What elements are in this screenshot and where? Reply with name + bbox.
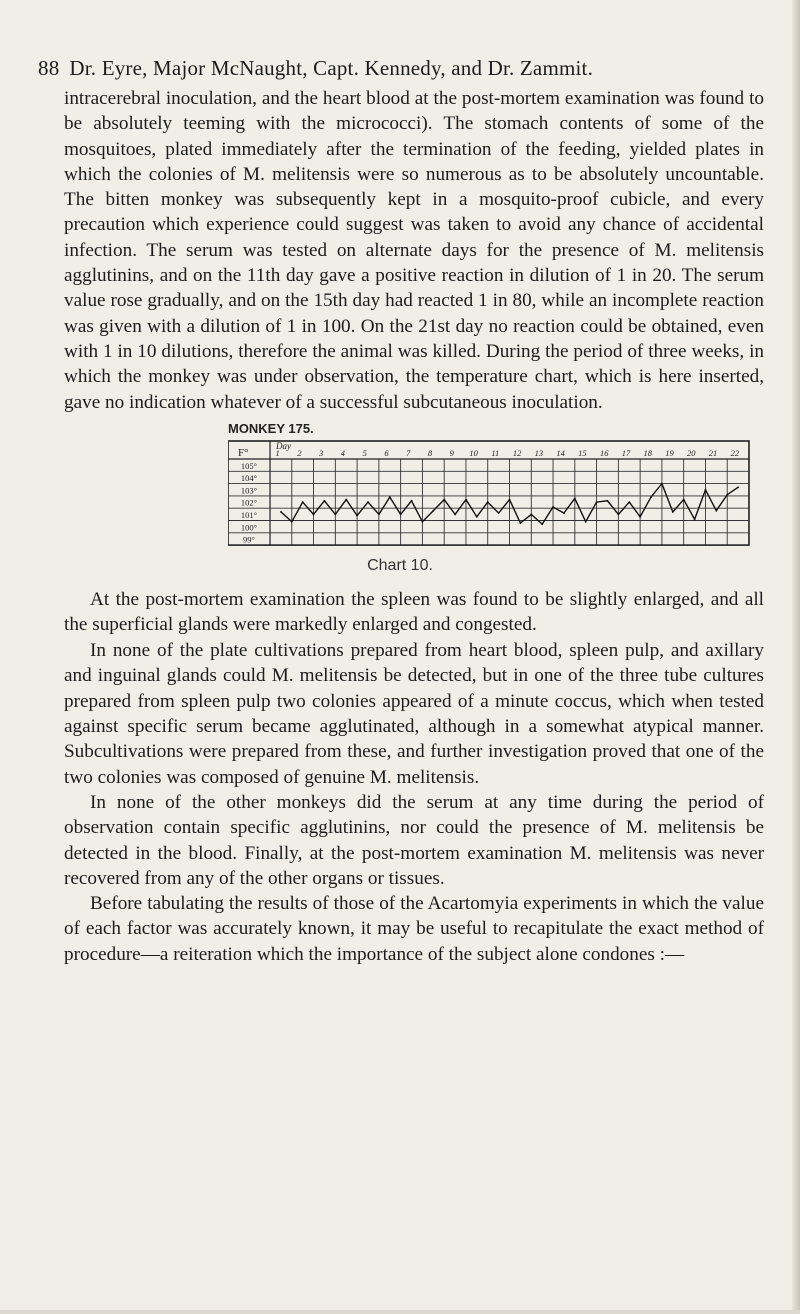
chart-x-tick-label: 21 xyxy=(708,447,718,458)
chart-temperature-point xyxy=(650,496,652,498)
chart-temperature-point xyxy=(519,522,521,524)
chart-temperature-point xyxy=(552,506,554,508)
chart-temperature-point xyxy=(509,499,511,501)
chart-temperature-point xyxy=(617,513,619,515)
paragraph-5-text: Before tabulating the results of those of the Acartomyia experiments in which the value of each factor was accurately known, it may be useful to recapitulate the exact method of procedure—a reiteration which the importance of the subject alone condones :— xyxy=(64,893,764,965)
chart-temperature-point xyxy=(291,521,293,523)
chart-temperature-point xyxy=(345,499,347,501)
chart-temperature-point xyxy=(726,494,728,496)
chart-x-tick-label: 12 xyxy=(512,447,522,458)
chart-temperature-point xyxy=(530,513,532,515)
chart-caption: Chart 10. xyxy=(367,557,433,575)
chart-xlabel: Day xyxy=(276,440,291,451)
chart-temperature-point xyxy=(585,521,587,523)
chart-y-tick-label: 100° xyxy=(240,522,258,533)
chart-temperature-point xyxy=(683,499,685,501)
chart-temperature-point xyxy=(411,500,413,502)
chart-temperature-point xyxy=(356,515,358,517)
chart-temperature-point xyxy=(541,523,543,525)
chart-x-tick-label: 3 xyxy=(319,447,324,458)
chart-x-tick-label: 9 xyxy=(449,447,454,458)
chart-x-tick-label: 10 xyxy=(469,447,478,458)
chart-temperature-point xyxy=(367,501,369,503)
chart-y-tick-label: 103° xyxy=(240,485,258,496)
chart-y-tick-label: 102° xyxy=(240,497,258,508)
chart-y-tick-label: 104° xyxy=(240,473,258,484)
chart-x-tick-label: 7 xyxy=(406,447,411,458)
chart-x-tick-label: 2 xyxy=(297,447,302,458)
paragraph-1: intracerebral inoculation, and the heart blood at the post-mortem examination was found to be absolutely teeming with the micrococci). The stomach contents of some of the mosquitoes, plated immediately after the termination of the feeding, yielded plates in which the colonies of M. melitensis were so numerous as to be absolutely uncountable. The bitten monkey was subsequently kept in a mosquito-proof cubicle, and every precaution which experience could suggest was taken to avoid any chance of accidental infection. The serum was tested on alternate days for the presence of M. melitensis agglutinins, and on the 11th day gave a positive reaction in dilution of 1 in 20. The serum value rose gradually, and on the 15th day had reacted 1 in 80, while an incomplete reaction was given with a dilution of 1 in 100. On the 21st day no reaction could be obtained, even with 1 in 10 dilutions, therefore the animal was killed. During the period of three weeks, in which the monkey was under observation, the temperature chart, which is here inserted, gave no indication whatever of a successful subcutaneous inoculation. xyxy=(64,88,764,413)
chart-temperature-point xyxy=(432,510,434,512)
paragraph-2 xyxy=(64,587,764,638)
page-edge-shadow xyxy=(792,0,800,1314)
chart-title: MONKEY 175. xyxy=(228,420,314,436)
chart-temperature-point xyxy=(476,516,478,518)
chart-y-tick-label: 101° xyxy=(240,509,258,520)
chart-temperature-point xyxy=(389,496,391,498)
chart-x-tick-label: 1 xyxy=(275,447,280,458)
paragraph-5 xyxy=(64,891,764,967)
chart-x-tick-label: 15 xyxy=(578,447,587,458)
chart-temperature-point xyxy=(596,501,598,503)
chart-x-tick-label: 8 xyxy=(427,447,433,458)
chart-y-tick-label: 105° xyxy=(240,460,258,471)
chart-temperature-point xyxy=(465,499,467,501)
chart-temperature-point xyxy=(487,501,489,503)
chart-x-tick-label: 22 xyxy=(730,447,740,458)
chart-temperature-point xyxy=(563,512,565,514)
chart-temperature-point xyxy=(280,511,282,513)
chart-x-tick-label: 5 xyxy=(362,447,367,458)
chart-ylabel: F° xyxy=(238,446,249,459)
chart-x-tick-label: 20 xyxy=(687,447,696,458)
chart-x-tick-label: 11 xyxy=(491,447,500,458)
chart-temperature-point xyxy=(443,499,445,501)
chart-temperature-point xyxy=(378,513,380,515)
chart-temperature-point xyxy=(694,518,696,520)
chart-x-tick-label: 4 xyxy=(340,447,346,458)
chart-temperature-point xyxy=(498,512,500,514)
page-bottom-edge xyxy=(0,1310,800,1314)
chart-temperature-point xyxy=(334,513,336,515)
chart-temperature-point xyxy=(313,513,315,515)
running-header xyxy=(38,56,768,81)
chart-y-tick-label: 99° xyxy=(243,534,255,545)
chart-temperature-point xyxy=(454,513,456,515)
chart-temperature-point xyxy=(639,516,641,518)
paragraph-3 xyxy=(64,638,764,790)
paragraph-3-text: In none of the plate cultivations prepared from heart blood, spleen pulp, and axillary and inguinal glands could M. melitensis be detected, but in one of the three tube cultures prepared from spleen pulp two colonies appeared of a minute coccus, which when tested against specific serum became agglutinated, although in a somewhat atypical manner. Subcultivations were prepared from these, and further investigation proved that one of the two colonies was composed of genuine M. melitensis. xyxy=(64,640,764,788)
chart-temperature-point xyxy=(400,513,402,515)
chart-temperature-point xyxy=(324,500,326,502)
chart-x-tick-label: 17 xyxy=(621,447,631,458)
chart-x-tick-label: 6 xyxy=(384,447,389,458)
chart-temperature-point xyxy=(422,521,424,523)
page-number: 88 xyxy=(38,56,60,80)
chart-temperature-point xyxy=(661,483,663,485)
chart-x-tick-label: 13 xyxy=(534,447,544,458)
chart-temperature-point xyxy=(628,501,630,503)
chart-x-tick-label: 19 xyxy=(665,447,674,458)
chart-temperature-point xyxy=(715,510,717,512)
running-head-authors: Dr. Eyre, Major McNaught, Capt. Kennedy, and Dr. Zammit. xyxy=(69,56,594,80)
chart-temperature-point xyxy=(607,500,609,502)
temperature-chart xyxy=(228,419,768,549)
chart-temperature-point xyxy=(302,501,304,503)
chart-temperature-point xyxy=(737,486,739,488)
chart-temperature-point xyxy=(705,489,707,491)
chart-x-tick-label: 14 xyxy=(556,447,565,458)
chart-temperature-point xyxy=(574,497,576,499)
paragraph-4-text: In none of the other monkeys did the serum at any time during the period of observation contain specific agglutinins, nor could the presence of M. melitensis be detected in the blood. Finally, at the post-mortem examination M. melitensis was never recovered from any of the other organs or tissues. xyxy=(64,792,764,889)
chart-x-tick-label: 16 xyxy=(599,447,609,458)
temperature-chart-svg xyxy=(228,419,768,549)
paragraph-4 xyxy=(64,790,764,891)
paragraph-2-text: At the post-mortem examination the spleen was found to be slightly enlarged, and all the superficial glands were markedly enlarged and congested. xyxy=(64,589,764,636)
chart-x-tick-label: 18 xyxy=(643,447,652,458)
chart-temperature-point xyxy=(672,511,674,513)
